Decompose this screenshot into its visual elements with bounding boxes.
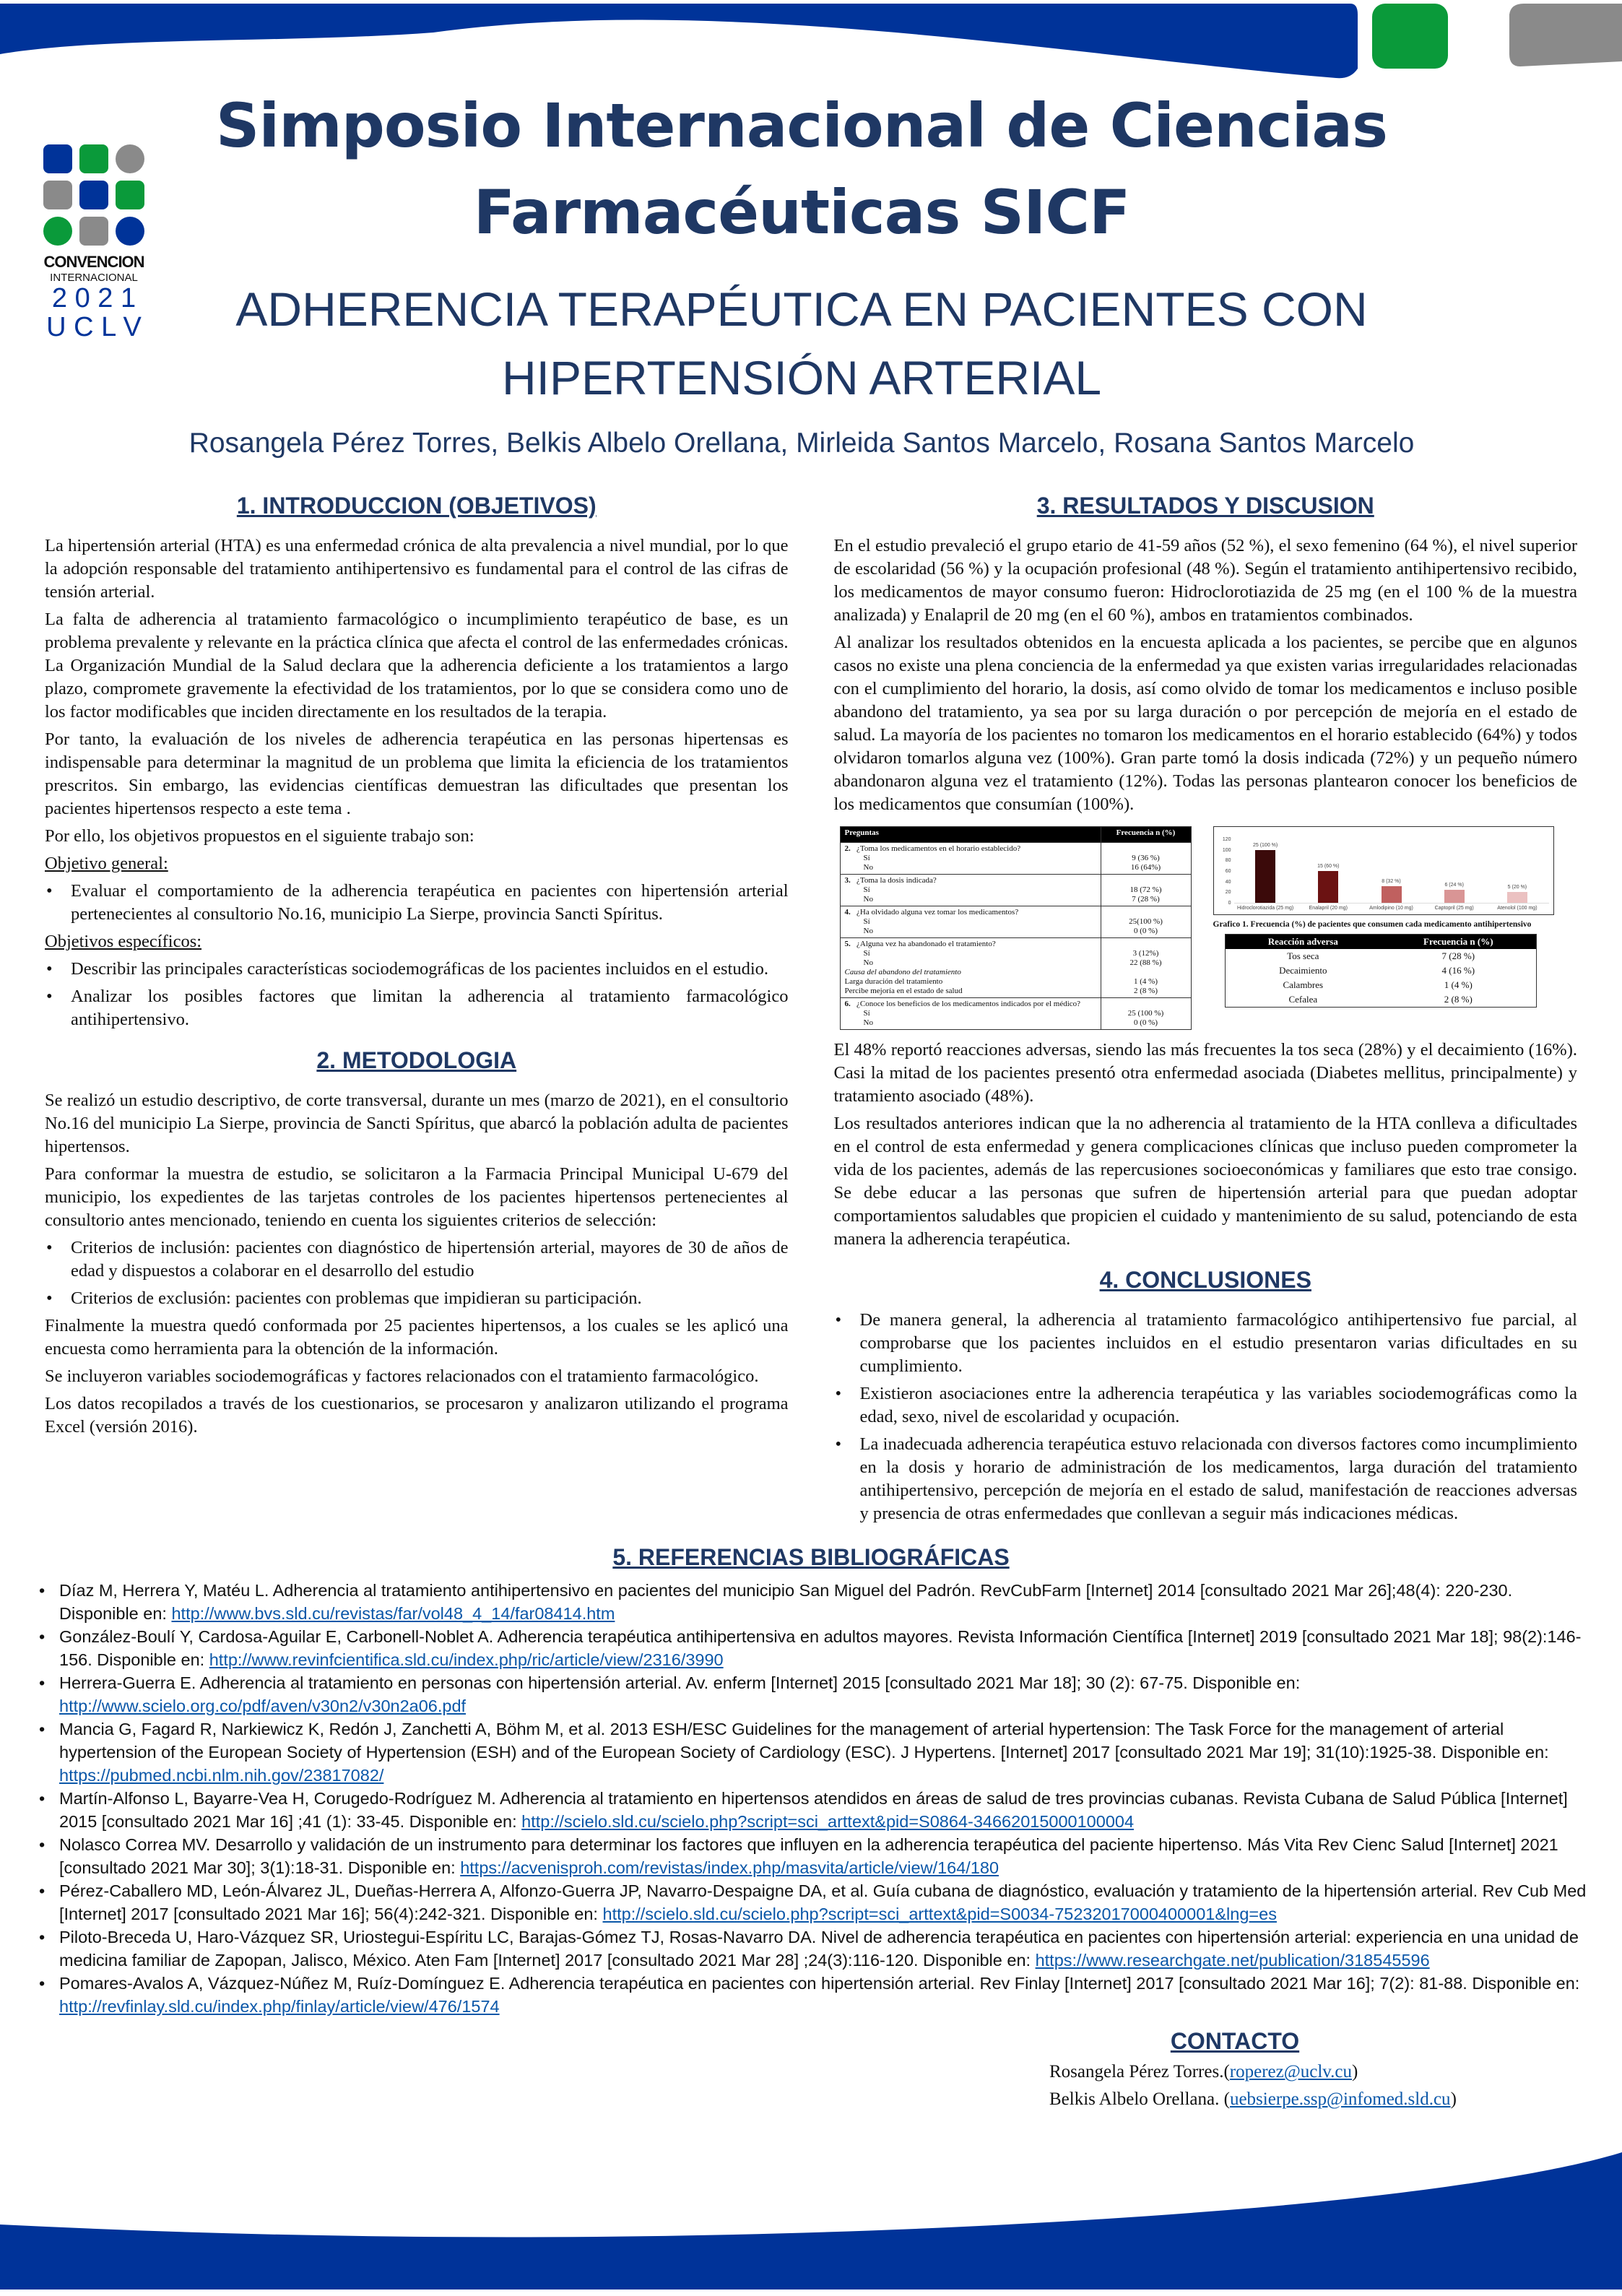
answer-option: No <box>863 1018 873 1027</box>
answer-frequency: 16 (64%) <box>1130 863 1161 872</box>
green-block <box>1372 4 1448 69</box>
results-section-bottom <box>834 1039 1578 1255</box>
logo-icon <box>40 141 148 249</box>
adverse-row <box>1225 992 1536 1008</box>
reaction-name: Cefalea <box>1288 994 1318 1005</box>
y-axis <box>1217 831 1234 904</box>
answer-frequency: 3 (12%) <box>1132 949 1159 958</box>
contact-email-link[interactable]: uebsierpe.ssp@infomed.sld.cu <box>1229 2089 1451 2109</box>
method-paragraph: Finalmente la muestra quedó conformada por 25 pacientes hipertensos, a los cuales se les aplicó una encuesta como herramienta para la obtención de la información. <box>45 1316 789 1359</box>
question-text: ¿Toma la dosis indicada? <box>856 876 937 885</box>
answer-option: Sí <box>863 1009 870 1018</box>
intro-paragraph: Por tanto, la evaluación de los niveles de adherencia terapéutica en las personas hipertensas es indispensable para determinar la magnitud de un problema que limita la eficiencia de los tratamientos prescritos. Sin embargo, las evidencias científicas demuestran las dificultades que presentan los pacientes hipertensos respecto a este tema . <box>45 729 789 818</box>
chart-bars <box>1234 831 1549 904</box>
x-tick-label: Hidroclorotiazida (25 mg) <box>1237 906 1294 911</box>
contact-name: Rosangela Pérez Torres.( <box>1049 2062 1230 2081</box>
poster-subtitle-line2: HIPERTENSIÓN ARTERIAL <box>501 351 1102 404</box>
y-tick-label: 40 <box>1225 879 1231 885</box>
bar-column <box>1360 831 1423 903</box>
reference-item <box>35 1625 1587 1671</box>
reference-text: Martín-Alfonso L, Bayarre-Vea H, Corugedo-Rodríguez M. Adherencia al tratamiento en hipertensos atendidos en áreas de salud de tres provincias cubanas. Revista Cubana de Salud Pública [Internet] 2015 [consultado 2021 Mar 16] ;41 (1): 33-45. Disponible en: <box>59 1789 1568 1831</box>
results-figures <box>840 826 1578 1030</box>
question-number: 4. <box>844 908 851 917</box>
reaction-frequency: 1 (4 %) <box>1444 979 1473 990</box>
authors: Rosangela Pérez Torres, Belkis Albelo Orellana, Mirleida Santos Marcelo, Rosana Santos Marcelo <box>188 428 1415 459</box>
bar-data-label: 5 (20 %) <box>1507 885 1527 891</box>
answer-option: Sí <box>863 949 870 958</box>
question-number: 3. <box>844 876 851 885</box>
answer-frequency: 0 (0 %) <box>1134 1018 1158 1027</box>
reference-text: Pomares-Avalos A, Vázquez-Núñez M, Ruíz-Domínguez E. Adherencia terapéutica en pacientes con hipertensión arterial. Rev Finlay [Internet] 2017 [consultado 2021 Mar 16]; 7(2): 81-88. Disponible en: <box>59 1974 1580 1993</box>
bar-data-label: 6 (24 %) <box>1444 883 1464 888</box>
figures-right <box>1213 826 1554 1008</box>
bottom-wave-banner <box>0 2152 1622 2296</box>
x-tick-label: Amlodipino (10 mg) <box>1369 906 1413 911</box>
reference-item <box>35 1579 1587 1625</box>
bar <box>1507 892 1527 903</box>
general-objective-label: Objetivo general: <box>45 854 168 873</box>
survey-row <box>840 875 1191 906</box>
y-tick-label: 60 <box>1225 869 1231 874</box>
poster-content <box>0 491 1622 2113</box>
y-tick-label: 120 <box>1222 837 1231 842</box>
results-paragraph: El 48% reportó reacciones adversas, siendo las más frecuentes la tos seca (28%) y el decaimiento (16%). Casi la mitad de los pacientes presentó otra enfermedad asociada (Diabetes mellitus, principalmente) y tratamiento asociado (48%). <box>833 1040 1577 1106</box>
conclusions-section <box>834 1309 1578 1530</box>
answer-option: Sí <box>863 854 870 862</box>
answer-option: No <box>863 895 873 904</box>
bar-column <box>1486 831 1548 903</box>
conclusion-item: • Existieron asociaciones entre la adherencia terapéutica y las variables sociodemográficas como la edad, sexo, nivel de escolaridad y ocupación. <box>834 1382 1578 1429</box>
answer-option: No <box>863 927 873 935</box>
answer-option: Sí <box>863 885 870 894</box>
reference-item <box>35 1833 1587 1879</box>
contact-name: Belkis Albelo Orellana. ( <box>1049 2089 1230 2109</box>
reference-link[interactable]: http://www.revinfcientifica.sld.cu/index.php/ric/article/view/2316/3990 <box>209 1650 724 1669</box>
gray-block <box>1509 4 1622 66</box>
reference-item <box>35 1972 1587 2018</box>
survey-row <box>840 938 1191 998</box>
reference-item <box>35 1717 1587 1787</box>
adverse-header-reaction: Reacción adversa <box>1267 936 1338 947</box>
general-objective: • Evaluar el comportamiento de la adherencia terapéutica en pacientes con hipertensión arterial pertenecientes al consultorio No.16, municipio La Sierpe, provincia Sancti Spíritus. <box>45 880 789 926</box>
answer-frequency: 0 (0 %) <box>1134 927 1158 935</box>
bar <box>1255 850 1275 903</box>
logo-org: U C L V <box>46 312 142 342</box>
specific-objectives-label: Objetivos específicos: <box>45 932 202 951</box>
question-text: ¿Toma los medicamentos en el horario establecido? <box>856 844 1021 853</box>
left-column <box>45 491 789 1530</box>
reference-text: Mancia G, Fagard R, Narkiewicz K, Redón J, Zanchetti A, Böhm M, et al. 2013 ESH/ESC Guidelines for the management of arterial hypertension: The Task Force for the management of arterial hypertension of the European Society of Hypertension (ESH) and of the European Society of Cardiology (ESC). J Hypertens. [Internet] 2017 [consultado 2021 Mar 19]; 31(10):1925-38. Disponible en: <box>59 1720 1549 1762</box>
survey-row <box>840 906 1191 938</box>
bar <box>1444 890 1465 903</box>
top-wave-banner <box>0 0 1622 87</box>
contact-section <box>0 2027 1622 2113</box>
medication-bar-chart <box>1213 826 1554 915</box>
specific-objective: • Analizar los posibles factores que limitan la adherencia al tratamiento farmacológico antihipertensivo. <box>45 985 789 1031</box>
reference-text: Nolasco Correa MV. Desarrollo y validación de un instrumento para determinar los factores que influyen en la adherencia terapéutica del paciente hipertenso. Más Vita Rev Cienc Salud [Internet] 2021 [consultado 2021 Mar 30]; 3(1):18-31. Disponible en: <box>59 1835 1558 1877</box>
references-section <box>0 1543 1622 2018</box>
adverse-row <box>1225 978 1536 992</box>
x-tick-label: Atenolol (100 mg) <box>1497 906 1538 911</box>
reference-link[interactable]: http://scielo.sld.cu/scielo.php?script=sci_arttext&pid=S0034-75232017000400001&lng=es <box>602 1905 1277 1923</box>
reaction-name: Decaimiento <box>1279 965 1327 976</box>
y-tick-label: 100 <box>1222 847 1231 853</box>
reaction-frequency: 4 (16 %) <box>1441 965 1475 976</box>
poster-subtitle-line1: ADHERENCIA TERAPÉUTICA EN PACIENTES CON <box>235 282 1368 336</box>
answer-frequency: 22 (88 %) <box>1129 958 1162 967</box>
reference-link[interactable]: https://pubmed.ncbi.nlm.nih.gov/23817082/ <box>59 1766 384 1785</box>
bar <box>1318 871 1338 903</box>
cause-item: Larga duración del tratamiento <box>844 977 943 986</box>
answer-frequency: 25(100 %) <box>1129 917 1163 926</box>
conclusion-item: • La inadecuada adherencia terapéutica estuvo relacionada con diversos factores como incumplimiento en la dosis y horario de administración de los medicamentos, larga duración del tratamiento antihipertensivo, percepción de mejoría en el estado de salud, manifestación de reacciones adversas y presencia de otras enfermedades que conllevan a seguir más indicaciones médicas. <box>834 1433 1578 1525</box>
reference-link[interactable]: http://scielo.sld.cu/scielo.php?script=sci_arttext&pid=S0864-34662015000100004 <box>521 1812 1135 1831</box>
survey-table <box>840 826 1192 1030</box>
cause-item: Percibe mejoría en el estado de salud <box>844 987 963 995</box>
question-text: ¿Alguna vez ha abandonado el tratamiento? <box>856 940 996 948</box>
bar-column <box>1297 831 1360 903</box>
reaction-name: Tos seca <box>1287 950 1319 961</box>
results-paragraph: Los resultados anteriores indican que la no adherencia al tratamiento de la HTA conlleva a dificultades en el control de esta enfermedad y genera complicaciones clínicas que incluso pueden comprometer la vida de los pacientes, además de las repercusiones socioeconómicas y familiares que esto trae consigo. Se debe educar a las personas que sufren de hipertensión arterial para que puedan adoptar comportamientos saludables que propicien el cuidado y mantenimiento de su salud, potenciando de esta manera la adherencia terapéutica. <box>833 1114 1577 1249</box>
bar-data-label: 8 (32 %) <box>1382 878 1401 884</box>
adverse-row <box>1225 963 1536 978</box>
intro-paragraph: Por ello, los objetivos propuestos en el siguiente trabajo son: <box>45 826 474 846</box>
right-column <box>834 491 1578 1530</box>
question-number: 6. <box>844 1000 851 1008</box>
contact-entry <box>1049 2086 1622 2113</box>
contact-entry <box>1049 2058 1622 2086</box>
chart-caption: Grafico 1. Frecuencia (%) de pacientes que consumen cada medicamento antihipertensivo <box>1213 920 1532 929</box>
x-axis-labels <box>1234 904 1549 911</box>
method-paragraph: Para conformar la muestra de estudio, se solicitaron a la Farmacia Principal Municipal U-679 del municipio, los expedientes de las tarjetas controles de los pacientes hipertensos pertenecientes al consultorio antes mencionado, teniendo en cuenta los siguientes criterios de selección: <box>45 1164 789 1230</box>
contact-heading: CONTACTO <box>1170 2028 1300 2054</box>
adverse-header-frequency: Frecuencia n (%) <box>1423 936 1493 947</box>
reference-item <box>35 1879 1587 1925</box>
reference-text: González-Boulí Y, Cardosa-Aguilar E, Carbonell-Noblet A. Adherencia terapéutica antihipertensiva en adultos mayores. Revista Información Científica [Internet] 2019 [consultado 2021 Mar 18]; 98(2):146-156. Disponible en: <box>59 1627 1582 1669</box>
intro-section <box>45 534 789 1036</box>
poster-title-line1: Simposio Internacional de Ciencias <box>215 90 1388 161</box>
bar-data-label: 25 (100 %) <box>1252 842 1278 848</box>
bar <box>1382 886 1402 903</box>
results-paragraph: En el estudio prevaleció el grupo etario de 41-59 años (52 %), el sexo femenino (64 %), el nivel superior de escolaridad (56 %) y la ocupación profesional (48 %). Según el tratamiento antihipertensivo recibido, los medicamentos de mayor consumo fueron: Hidroclorotiazida de 25 mg (en el 100 % de la muestra analizada) y Enalapril de 20 mg (en el 60 %), ambos en tratamientos combinados. <box>833 536 1577 625</box>
cause-label: Causa del abandono del tratamiento <box>844 968 961 976</box>
reference-item <box>35 1787 1587 1833</box>
question-number: 2. <box>844 844 851 853</box>
cause-frequency: 1 (4 %) <box>1134 977 1158 986</box>
method-paragraph: Se incluyeron variables sociodemográficas y factores relacionados con el tratamiento farmacológico. <box>45 1366 759 1386</box>
logo-year: 2 0 2 1 <box>51 283 136 313</box>
contact-email-link[interactable]: roperez@uclv.cu <box>1229 2062 1353 2081</box>
bar-column <box>1423 831 1486 903</box>
contact-close: ) <box>1352 2062 1358 2081</box>
reference-text: Pérez-Caballero MD, León-Álvarez JL, Dueñas-Herrera A, Alfonzo-Guerra JP, Navarro-Despaigne DA, et al. Guía cubana de diagnóstico, evaluación y tratamiento de la hipertensión arterial. Rev Cub Med [Internet] 2017 [consultado 2021 Mar 16]; 56(4):242-321. Disponible en: <box>59 1881 1587 1923</box>
answer-frequency: 18 (72 %) <box>1129 885 1162 894</box>
poster-title-line2: Farmacéuticas SICF <box>473 177 1130 248</box>
method-paragraph: Se realizó un estudio descriptivo, de corte transversal, durante un mes (marzo de 2021), en el consultorio No.16 del municipio La Sierpe, provincia de Sancti Spíritus, que abarcó la población adulta de pacientes hipertensos. <box>45 1091 789 1156</box>
reference-text: Herrera-Guerra E. Adherencia al tratamiento en personas con hipertensión arterial. Av. enferm [Internet] 2015 [consultado 2021 Mar 18]; 30 (2): 67-75. Disponible en: <box>59 1673 1301 1692</box>
intro-paragraph: La falta de adherencia al tratamiento farmacológico o incumplimiento terapéutico de base, es un problema prevalente y relevante en la práctica clínica que afecta el control de las enfermedades crónicas. La Organización Mundial de la Salud declara que la adherencia deficiente a los tratamientos a largo plazo, compromete gravemente la efectividad de los tratamientos, por lo que se considera como uno de los factor modificables que inciden directamente en los resultados de la terapia. <box>45 610 789 722</box>
reference-item <box>35 1925 1587 1972</box>
results-section-top <box>834 534 1578 820</box>
survey-header-question: Preguntas <box>840 827 1101 843</box>
cause-frequency: 2 (8 %) <box>1134 987 1158 995</box>
reaction-frequency: 7 (28 %) <box>1441 950 1475 961</box>
question-text: ¿Ha olvidado alguna vez tomar los medicamentos? <box>856 908 1019 917</box>
reaction-frequency: 2 (8 %) <box>1444 994 1473 1005</box>
intro-paragraph: La hipertensión arterial (HTA) es una enfermedad crónica de alta prevalencia a nivel mundial, por lo que la adopción responsable del tratamiento antihipertensivo es fundamental para el control de las cifras de tensión arterial. <box>45 536 789 602</box>
intro-heading: 1. INTRODUCCION (OBJETIVOS) <box>236 493 597 519</box>
survey-row <box>840 843 1191 875</box>
criteria-item: • Criterios de exclusión: pacientes con problemas que impidieran su participación. <box>45 1287 789 1310</box>
adverse-row <box>1225 949 1536 963</box>
results-heading: 3. RESULTADOS Y DISCUSION <box>1036 493 1374 519</box>
question-number: 5. <box>844 940 851 948</box>
uclv-logo <box>40 141 148 342</box>
reference-link[interactable]: http://revfinlay.sld.cu/index.php/finlay/article/view/476/1574 <box>59 1997 500 2016</box>
answer-frequency: 7 (28 %) <box>1132 895 1160 904</box>
x-tick-label: Captopril (25 mg) <box>1434 906 1474 911</box>
reference-text: Díaz M, Herrera Y, Matéu L. Adherencia al tratamiento antihipertensivo en pacientes del municipio San Miguel del Padrón. RevCubFarm [Internet] 2014 [consultado 2021 Mar 26];48(4): 220-230. Disponible en: <box>59 1581 1513 1623</box>
bar-column <box>1234 831 1297 903</box>
reference-item <box>35 1671 1587 1717</box>
answer-frequency: 25 (100 %) <box>1127 1009 1164 1018</box>
y-tick-label: 20 <box>1225 890 1231 896</box>
x-tick-label: Enalapril (20 mg) <box>1309 906 1348 911</box>
reaction-name: Calambres <box>1283 979 1324 990</box>
reference-link[interactable]: https://acvenisproh.com/revistas/index.php/masvita/article/view/164/180 <box>460 1858 999 1877</box>
reference-link[interactable]: http://www.scielo.org.co/pdf/aven/v30n2/v30n2a06.pdf <box>59 1697 467 1715</box>
bar-data-label: 15 (60 %) <box>1317 864 1340 869</box>
reference-text: Piloto-Breceda U, Haro-Vázquez SR, Uriostegui-Espíritu LC, Barajas-Gómez TJ, Rosas-Navarro DA. Nivel de adherencia terapéutica en pacientes con hipertensión arterial: experiencia en una unidad de medicina familiar de Zapopan, Jalisco, México. Aten Fam [Internet] 2017 [consultado 2021 Mar 28] ;24(3):116-120. Disponible en: <box>59 1928 1579 1970</box>
reference-link[interactable]: http://www.bvs.sld.cu/revistas/far/vol48_4_14/far08414.htm <box>171 1604 615 1623</box>
survey-row <box>840 998 1191 1030</box>
specific-objective: • Describir las principales características sociodemográficas de los pacientes incluidos en el estudio. <box>45 958 789 981</box>
reference-link[interactable]: https://www.researchgate.net/publication/318545596 <box>1035 1951 1430 1970</box>
answer-option: No <box>863 863 873 872</box>
contact-close: ) <box>1450 2089 1457 2109</box>
references-list <box>35 1579 1587 2018</box>
answer-option: No <box>863 958 873 967</box>
criteria-item: • Criterios de inclusión: pacientes con diagnóstico de hipertensión arterial, mayores de 30 de años de edad y dispuestos a colaborar en el desarrollo del estudio <box>45 1236 789 1283</box>
conclusion-item: • De manera general, la adherencia al tratamiento farmacológico antihipertensivo fue parcial, al comprobarse que los pacientes incluidos en el estudio presentaron varias dificultades en su cumplimiento. <box>834 1309 1578 1378</box>
answer-option: Sí <box>863 917 870 926</box>
logo-internacional: INTERNACIONAL <box>50 272 138 284</box>
survey-header-frequency: Frecuencia n (%) <box>1101 827 1191 843</box>
method-section <box>45 1089 789 1443</box>
adverse-reactions-table <box>1225 934 1537 1008</box>
results-paragraph: Al analizar los resultados obtenidos en la encuesta aplicada a los pacientes, se percibe que en algunos casos no existe una plena conciencia de la enfermedad ya que existen varias irregularidades relacionadas con el cumplimiento del horario, la dosis, así como olvido de tomar los medicamentos e incluso posible abandono del tratamiento, ya sea por su larga duración o por percepción de mejoría en el estado de salud. La mayoría de los pacientes no tomaron los medicamentos en el horario establecido (64%) y todos olvidaron tomarlos alguna vez (100%). Gran parte tomó la dosis indicada (72%) y un pequeño número abandonaron alguna vez el tratamiento (12%). Todas las personas plantearon conocer los beneficios de los medicamentos que consumían (100%). <box>833 633 1577 814</box>
answer-frequency: 9 (36 %) <box>1132 854 1160 862</box>
references-heading: 5. REFERENCIAS BIBLIOGRÁFICAS <box>612 1544 1010 1570</box>
y-tick-label: 0 <box>1228 901 1231 906</box>
y-tick-label: 80 <box>1225 858 1231 864</box>
method-heading: 2. METODOLOGIA <box>316 1047 517 1073</box>
method-paragraph: Los datos recopilados a través de los cuestionarios, se procesaron y analizaron utilizando el programa Excel (versión 2016). <box>45 1394 789 1437</box>
conclusions-heading: 4. CONCLUSIONES <box>1099 1267 1311 1293</box>
question-text: ¿Conoce los beneficios de los medicamentos indicados por el médico? <box>856 1000 1081 1008</box>
contact-list <box>1049 2058 1622 2113</box>
logo-convencion: CONVENCION <box>43 253 144 271</box>
